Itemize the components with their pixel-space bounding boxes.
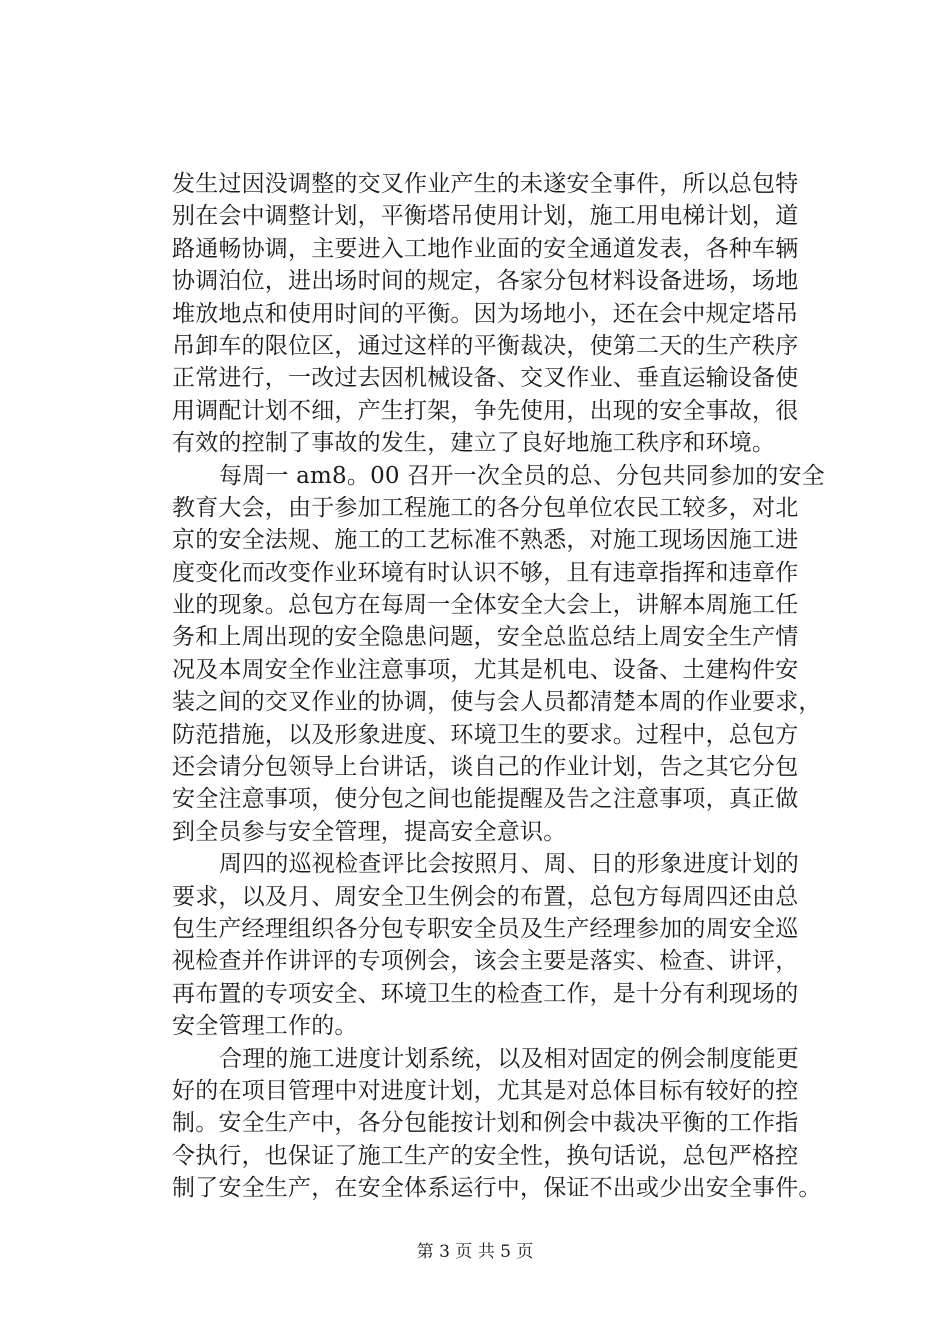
text-line: 协调泊位，进出场时间的规定，各家分包材料设备进场，场地 (172, 268, 799, 295)
text-line: 制。安全生产中，各分包能按计划和例会中裁决平衡的工作指 (172, 1110, 799, 1137)
text-line: 令执行，也保证了施工生产的安全性，换句话说，总包严格控 (172, 1142, 799, 1169)
text-line: 务和上周出现的安全隐患问题，安全总监总结上周安全生产情 (172, 624, 799, 651)
text-line: 安全管理工作的。 (172, 1013, 358, 1040)
text-line: 有效的控制了事故的发生，建立了良好地施工秩序和环境。 (172, 430, 776, 457)
text-line: 安全注意事项，使分包之间也能提醒及告之注意事项，真正做 (172, 786, 799, 813)
text-line: 好的在项目管理中对进度计划，尤其是对总体目标有较好的控 (172, 1077, 799, 1104)
text-line: 别在会中调整计划，平衡塔吊使用计划，施工用电梯计划，道 (172, 203, 799, 230)
page-footer: 第 3 页 共 5 页 (416, 1242, 534, 1262)
paragraph-first-line: 周四的巡视检查评比会按照月、周、日的形象进度计划的 (219, 851, 799, 878)
text-line: 要求，以及月、周安全卫生例会的布置，总包方每周四还由总 (172, 883, 799, 910)
text-line: 装之间的交叉作业的协调，使与会人员都清楚本周的作业要求， (172, 689, 822, 716)
paragraph-first-line: 每周一 am8。00 召开一次全员的总、分包共同参加的安全 (219, 462, 825, 489)
text-line: 视检查并作讲评的专项例会，该会主要是落实、检查、讲评， (172, 948, 799, 975)
text-line: 京的安全法规、施工的工艺标准不熟悉，对施工现场因施工进 (172, 527, 799, 554)
text-line: 况及本周安全作业注意事项，尤其是机电、设备、土建构件安 (172, 656, 799, 683)
text-line: 正常进行，一改过去因机械设备、交叉作业、垂直运输设备使 (172, 365, 799, 392)
text-line: 堆放地点和使用时间的平衡。因为场地小，还在会中规定塔吊 (172, 300, 799, 327)
body-text (172, 168, 842, 1205)
paragraph-first-line: 合理的施工进度计划系统，以及相对固定的例会制度能更 (219, 1045, 799, 1072)
text-line: 发生过因没调整的交叉作业产生的未遂安全事件，所以总包特 (172, 171, 799, 197)
text-line: 吊卸车的限位区，通过这样的平衡裁决，使第二天的生产秩序 (172, 332, 799, 359)
text-line: 包生产经理组织各分包专职安全员及生产经理参加的周安全巡 (172, 915, 799, 942)
text-line: 教育大会，由于参加工程施工的各分包单位农民工较多，对北 (172, 494, 799, 521)
text-line: 防范措施，以及形象进度、环境卫生的要求。过程中，总包方 (172, 721, 799, 748)
text-line: 制了安全生产，在安全体系运行中，保证不出或少出安全事件。 (172, 1175, 822, 1202)
text-line: 还会请分包领导上台讲话，谈自己的作业计划，告之其它分包 (172, 754, 799, 781)
text-line: 业的现象。总包方在每周一全体安全大会上，讲解本周施工任 (172, 592, 799, 619)
text-line: 路通畅协调，主要进入工地作业面的安全通道发表，各种车辆 (172, 235, 799, 262)
text-line: 用调配计划不细，产生打架，争先使用，出现的安全事故，很 (172, 397, 799, 424)
text-line: 到全员参与安全管理，提高安全意识。 (172, 818, 567, 845)
text-line: 再布置的专项安全、环境卫生的检查工作，是十分有利现场的 (172, 980, 799, 1007)
text-line: 度变化而改变作业环境有时认识不够，且有违章指挥和违章作 (172, 559, 799, 586)
